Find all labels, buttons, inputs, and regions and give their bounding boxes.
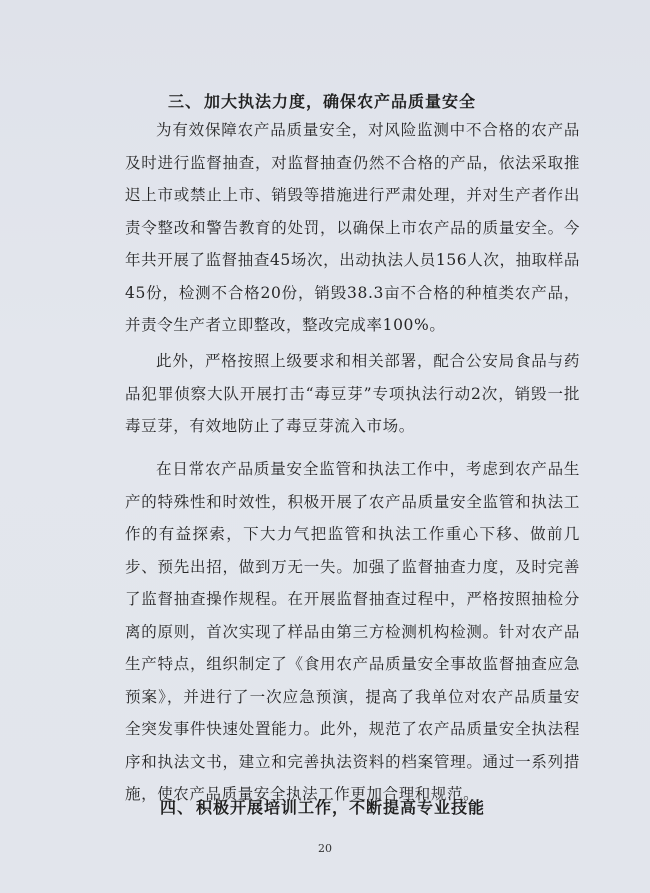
section-three-heading (168, 89, 476, 112)
section-four-number: 四、 (160, 798, 195, 817)
page-number: 20 (318, 842, 332, 855)
section-four-title: 积极开展培训工作，不断提高专业技能 (196, 798, 486, 817)
paragraph-supervision: 为有效保障农产品质量安全，对风险监测中不合格的农产品及时进行监督抽查，对监督抽查仍然不合格的产品，依法采取推迟上市或禁止上市、销毁等措施进行严肃处理，并对生产者作出责令整改和警告教育的处罚，以确保上市农产品的质量安全。今年共开展了监督抽查45场次，出动执法人员156人次，抽取样品45份，检测不合格20份，销毁38.3亩不合格的种植类农产品，并责令生产者立即整改，整改完成率100%。 (125, 121, 580, 334)
section-three-number: 三、 (168, 92, 203, 111)
section-three-title: 加大执法力度，确保农产品质量安全 (204, 92, 477, 111)
section-four-heading (160, 795, 485, 818)
paragraph-bean-sprouts: 此外，严格按照上级要求和相关部署，配合公安局食品与药品犯罪侦察大队开展打击“毒豆芽”专项执法行动2次，销毁一批毒豆芽，有效地防止了毒豆芽流入市场。 (125, 352, 580, 435)
paragraph-daily-supervision: 在日常农产品质量安全监管和执法工作中，考虑到农产品生产的特殊性和时效性，积极开展了农产品质量安全监管和执法工作的有益探索，下大力气把监管和执法工作重心下移、做前几步、预先出招，做到万无一失。加强了监督抽查力度，及时完善了监督抽查操作规程。在开展监督抽查过程中，严格按照抽检分离的原则，首次实现了样品由第三方检测机构检测。针对农产品生产特点，组织制定了《食用农产品质量安全事故监督抽查应急预案》，并进行了一次应急预演，提高了我单位对农产品质量安全突发事件快速处置能力。此外，规范了农产品质量安全执法程序和执法文书，建立和完善执法资料的档案管理。通过一系列措施，使农产品质量安全执法工作更加合理和规范。 (125, 460, 580, 803)
